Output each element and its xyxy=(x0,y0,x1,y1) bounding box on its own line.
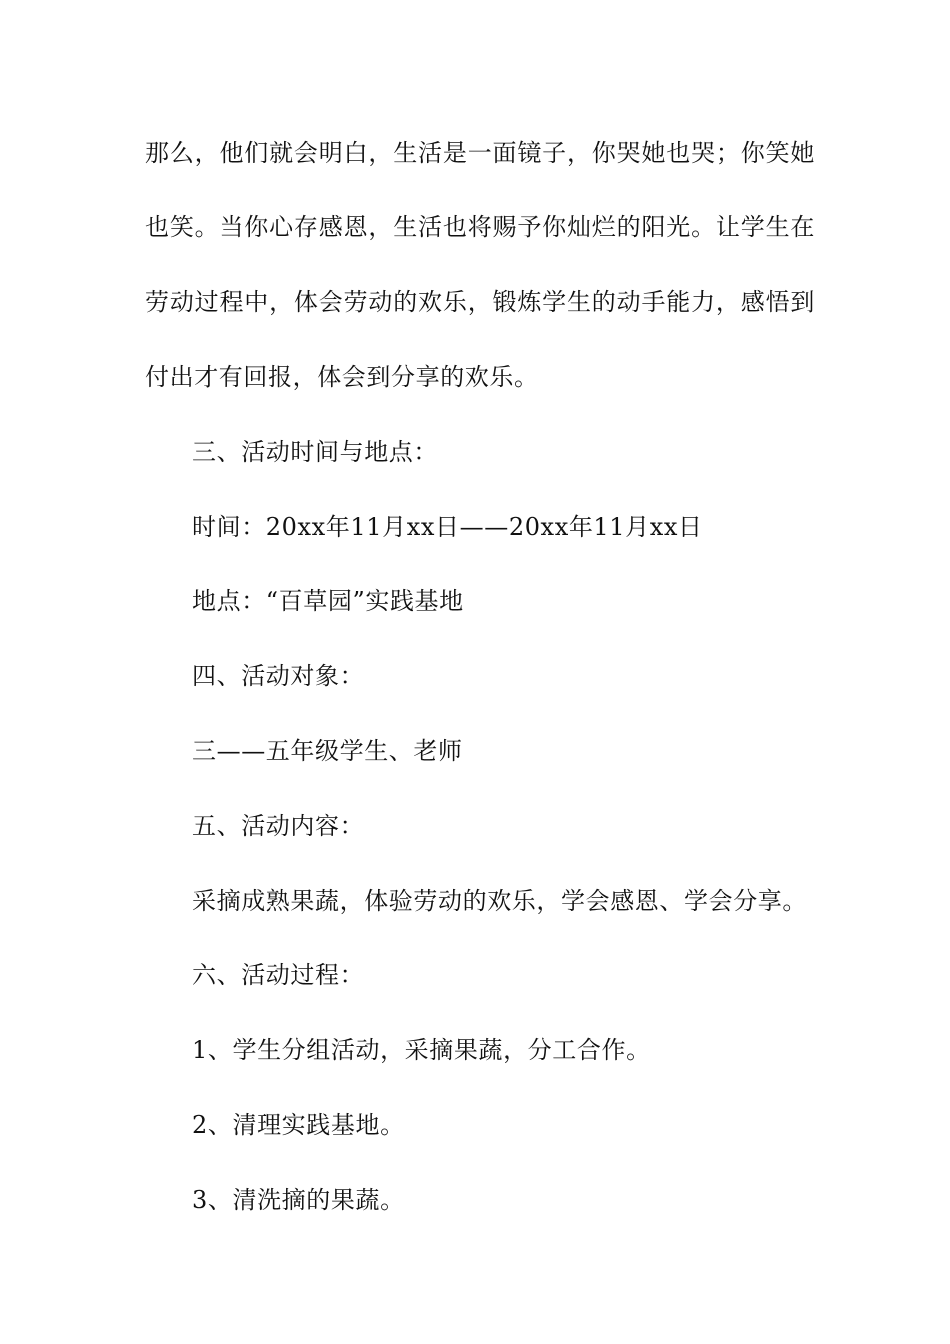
paragraph-line-3: 劳动过程中，体会劳动的欢乐，锻炼学生的动手能力，感悟到 xyxy=(145,288,815,316)
paragraph-line-1: 那么，他们就会明白，生活是一面镜子，你哭她也哭；你笑她 xyxy=(145,139,815,167)
activity-content: 采摘成熟果蔬，体验劳动的欢乐，学会感恩、学会分享。 xyxy=(192,887,807,915)
activity-time: 时间：20xx年11月xx日——20xx年11月xx日 xyxy=(192,513,703,541)
section-heading-process: 六、活动过程： xyxy=(192,961,365,989)
section-heading-time-place: 三、活动时间与地点： xyxy=(192,438,438,466)
section-heading-content: 五、活动内容： xyxy=(192,812,365,840)
process-step-1: 1、学生分组活动，采摘果蔬，分工合作。 xyxy=(192,1036,651,1064)
process-step-3: 3、清洗摘的果蔬。 xyxy=(192,1186,405,1214)
process-step-2: 2、清理实践基地。 xyxy=(192,1111,405,1139)
paragraph-line-2: 也笑。当你心存感恩，生活也将赐予你灿烂的阳光。让学生在 xyxy=(145,213,815,241)
activity-target: 三——五年级学生、老师 xyxy=(192,737,463,765)
section-heading-target: 四、活动对象： xyxy=(192,662,365,690)
paragraph-line-4: 付出才有回报，体会到分享的欢乐。 xyxy=(145,363,539,391)
activity-place: 地点：“百草园”实践基地 xyxy=(192,587,464,615)
